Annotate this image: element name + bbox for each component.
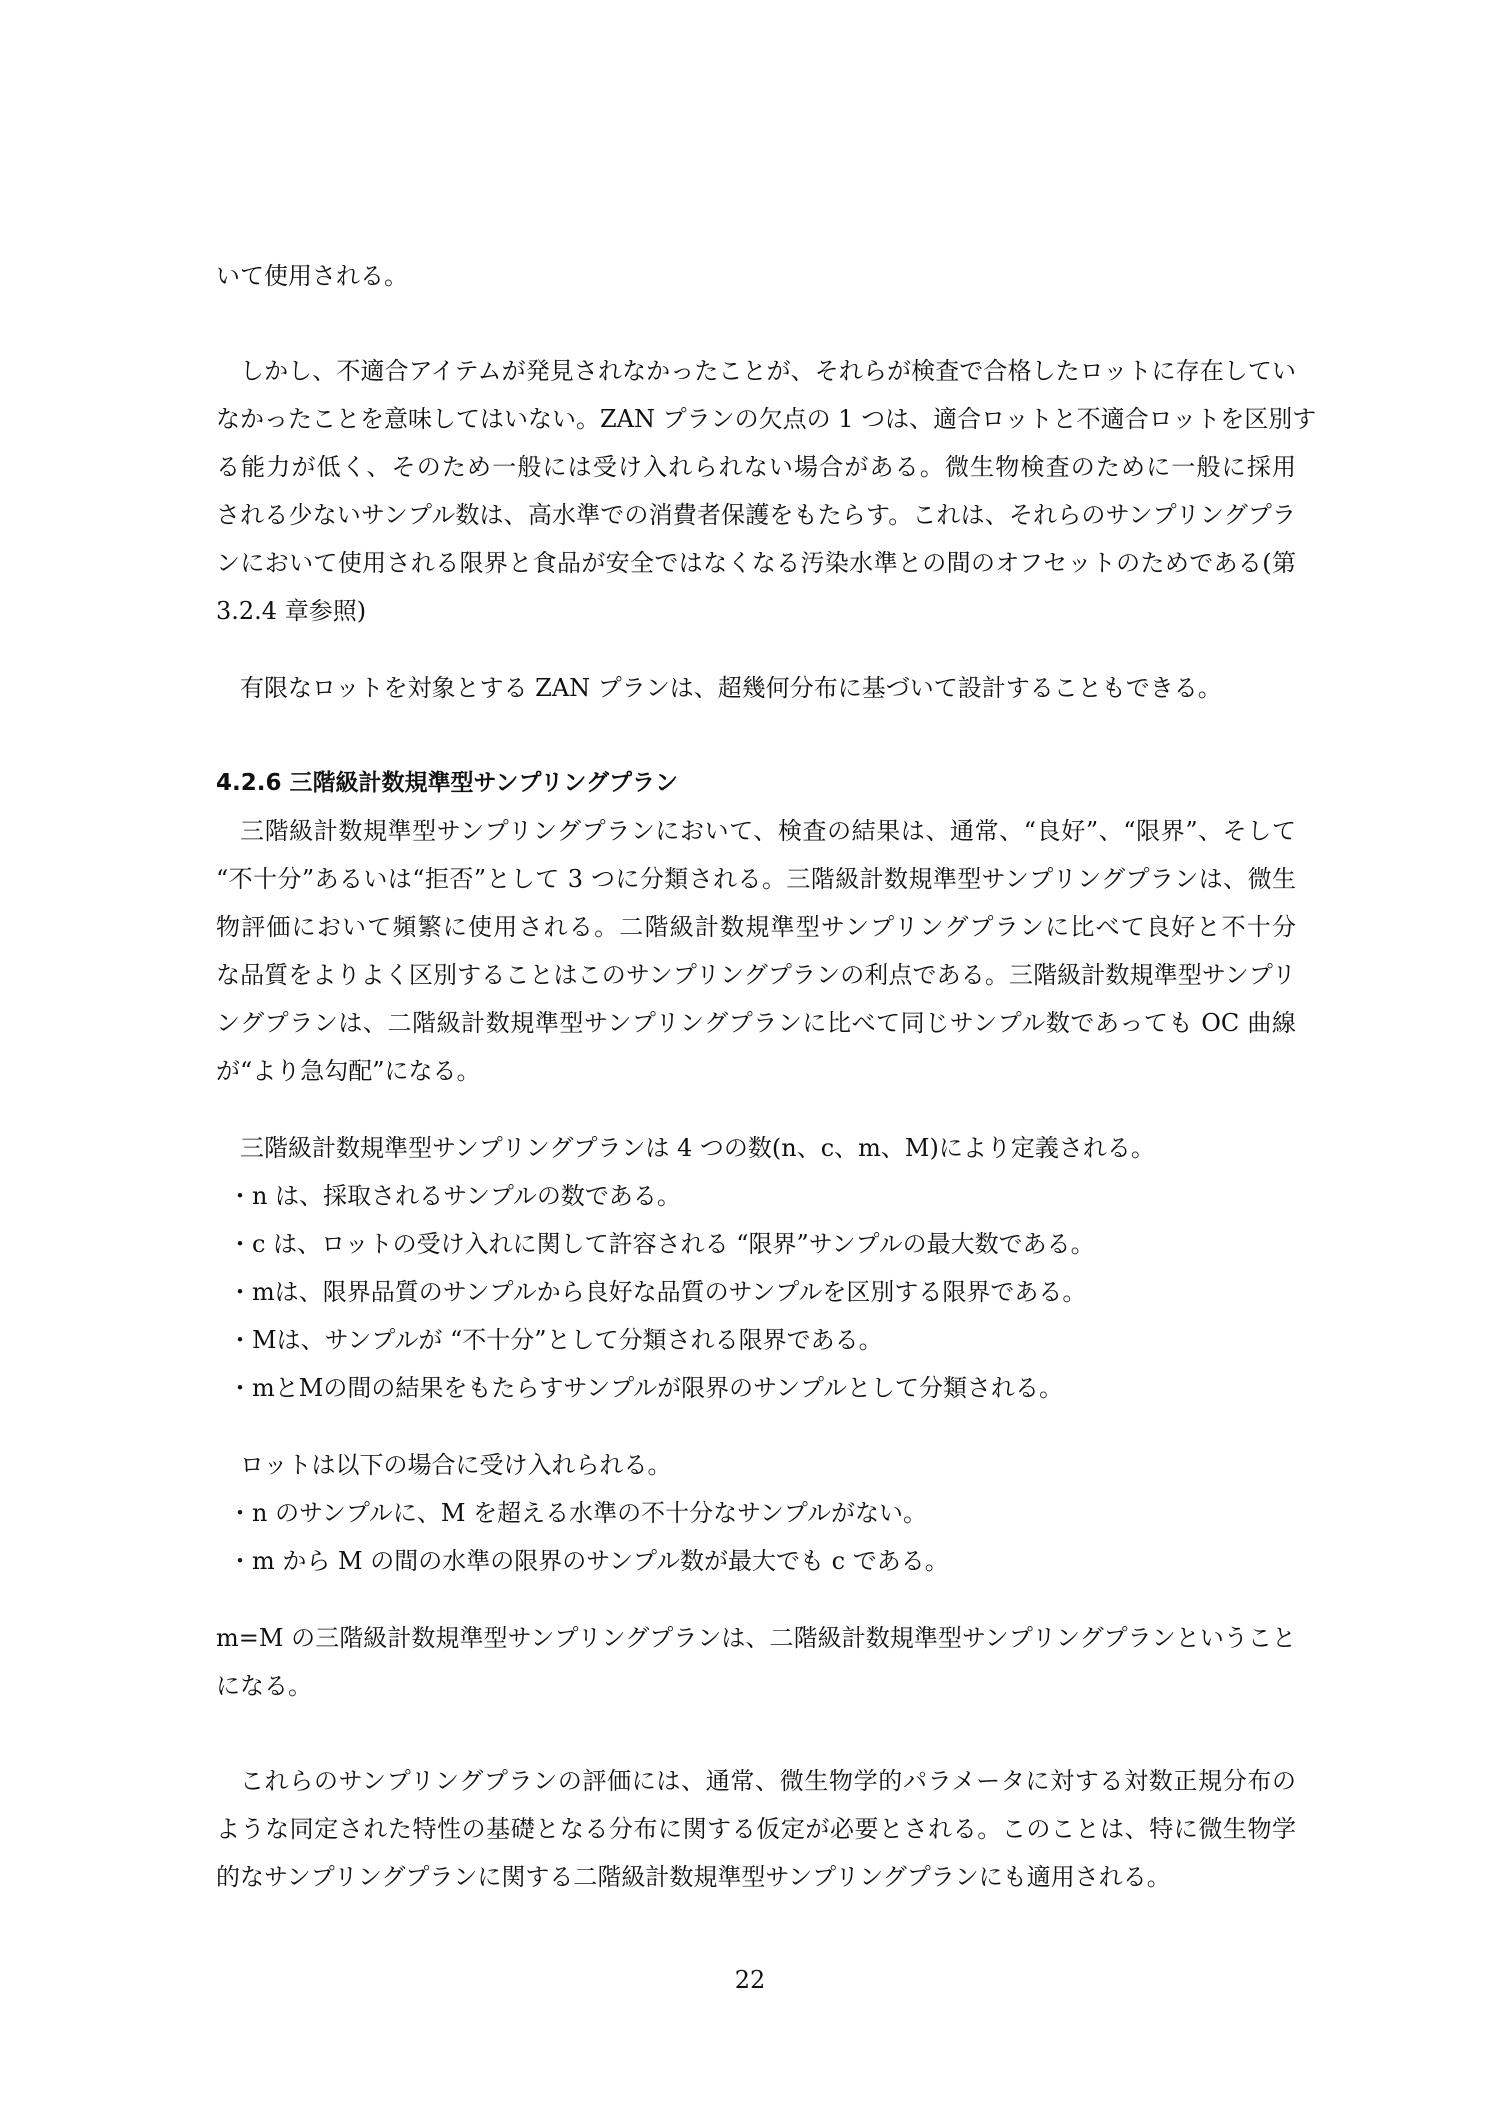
paragraph-line: される少ないサンプル数は、高水準での消費者保護をもたらす。これは、それらのサンプリングプラ: [216, 501, 1296, 529]
list-item: ・n のサンプルに、M を超える水準の不十分なサンプルがない。: [228, 1499, 927, 1527]
paragraph-line: ングプランは、二階級計数規準型サンプリングプランに比べて同じサンプル数であっても OC 曲線: [216, 1009, 1296, 1037]
paragraph-line: 的なサンプリングプランに関する二階級計数規準型サンプリングプランにも適用される。: [216, 1863, 1171, 1891]
list-item: ・mは、限界品質のサンプルから良好な品質のサンプルを区別する限界である。: [228, 1278, 1087, 1306]
paragraph-line: 3.2.4 章参照): [216, 597, 367, 625]
paragraph-line: ロットは以下の場合に受け入れられる。: [240, 1451, 672, 1479]
paragraph-line: 三階級計数規準型サンプリングプランにおいて、検査の結果は、通常、“良好”、“限界”、そして: [240, 817, 1296, 845]
paragraph-line: な品質をよりよく区別することはこのサンプリングプランの利点である。三階級計数規準型サンプリ: [216, 961, 1296, 989]
paragraph-line: なかったことを意味してはいない。ZAN プランの欠点の 1 つは、適合ロットと不適合ロットを区別す: [216, 405, 1317, 433]
list-item: ・m から M の間の水準の限界のサンプル数が最大でも c である。: [228, 1547, 949, 1575]
list-item: ・n は、採取されるサンプルの数である。: [228, 1182, 681, 1210]
paragraph-line: “不十分”あるいは“拒否”として 3 つに分類される。三階級計数規準型サンプリングプランは、微生: [216, 865, 1296, 893]
paragraph-line: m=M の三階級計数規準型サンプリングプランは、二階級計数規準型サンプリングプランということ: [216, 1624, 1296, 1652]
paragraph-line: 三階級計数規準型サンプリングプランは 4 つの数(n、c、m、M)により定義される。: [240, 1134, 1155, 1162]
paragraph-line: しかし、不適合アイテムが発見されなかったことが、それらが検査で合格したロットに存在してい: [240, 357, 1296, 385]
page-number: 22: [734, 1966, 766, 1994]
paragraph-line: ような同定された特性の基礎となる分布に関する仮定が必要とされる。このことは、特に微生物学: [216, 1815, 1296, 1843]
list-item: ・Mは、サンプルが “不十分”として分類される限界である。: [228, 1326, 883, 1354]
paragraph-line: これらのサンプリングプランの評価には、通常、微生物学的パラメータに対する対数正規分布の: [240, 1767, 1296, 1795]
text-line: いて使用される。: [216, 262, 408, 290]
paragraph-line: 物評価において頻繁に使用される。二階級計数規準型サンプリングプランに比べて良好と不十分: [216, 913, 1296, 941]
paragraph-line: が“より急勾配”になる。: [216, 1057, 481, 1085]
list-item: ・c は、ロットの受け入れに関して許容される “限界”サンプルの最大数である。: [228, 1230, 1095, 1258]
paragraph-line: 有限なロットを対象とする ZAN プランは、超幾何分布に基づいて設計することもできる。: [240, 674, 1222, 702]
list-item: ・mとMの間の結果をもたらすサンプルが限界のサンプルとして分類される。: [228, 1374, 1064, 1402]
paragraph-line: になる。: [216, 1672, 312, 1700]
paragraph-line: る能力が低く、そのため一般には受け入れられない場合がある。微生物検査のために一般に採用: [216, 453, 1296, 481]
paragraph-line: ンにおいて使用される限界と食品が安全ではなくなる汚染水準との間のオフセットのためである(第: [216, 549, 1296, 577]
section-heading: 4.2.6 三階級計数規準型サンプリングプラン: [216, 770, 678, 796]
